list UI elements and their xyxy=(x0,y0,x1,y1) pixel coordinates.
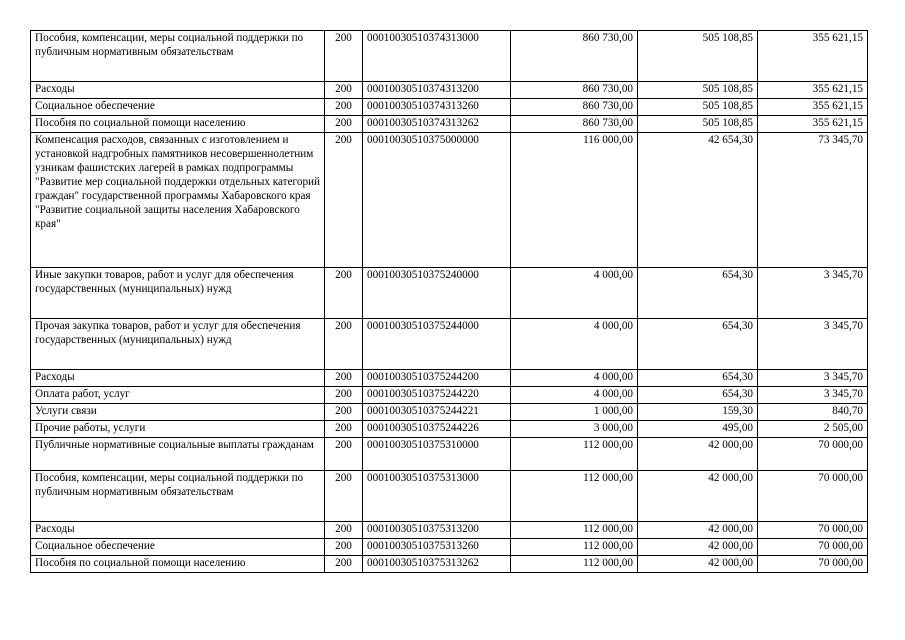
table-row xyxy=(31,82,868,99)
row-executed: 505 108,85 xyxy=(638,116,758,133)
row-remaining: 70 000,00 xyxy=(758,556,868,573)
table-row xyxy=(31,522,868,539)
row-remaining: 355 621,15 xyxy=(758,116,868,133)
budget-execution-table xyxy=(30,30,868,573)
row-name: Расходы xyxy=(31,82,325,99)
row-executed: 654,30 xyxy=(638,268,758,319)
row-approved: 112 000,00 xyxy=(511,556,638,573)
row-remaining: 355 621,15 xyxy=(758,31,868,82)
row-executed: 505 108,85 xyxy=(638,31,758,82)
row-kbk: 00010030510375313262 xyxy=(363,556,511,573)
row-remaining: 3 345,70 xyxy=(758,387,868,404)
row-remaining: 3 345,70 xyxy=(758,370,868,387)
row-name: Пособия, компенсации, меры социальной поддержки по публичным нормативным обязательствам xyxy=(31,31,325,82)
row-remaining: 70 000,00 xyxy=(758,522,868,539)
row-code: 200 xyxy=(325,82,363,99)
row-executed: 654,30 xyxy=(638,370,758,387)
row-code: 200 xyxy=(325,268,363,319)
row-approved: 4 000,00 xyxy=(511,387,638,404)
row-name: Услуги связи xyxy=(31,404,325,421)
row-code: 200 xyxy=(325,133,363,268)
row-remaining: 70 000,00 xyxy=(758,539,868,556)
row-name: Прочие работы, услуги xyxy=(31,421,325,438)
row-remaining: 355 621,15 xyxy=(758,99,868,116)
row-code: 200 xyxy=(325,31,363,82)
row-kbk: 00010030510375313000 xyxy=(363,471,511,522)
row-kbk: 00010030510375313260 xyxy=(363,539,511,556)
table-row xyxy=(31,116,868,133)
row-kbk: 00010030510374313000 xyxy=(363,31,511,82)
table-row xyxy=(31,370,868,387)
row-executed: 42 000,00 xyxy=(638,438,758,471)
row-code: 200 xyxy=(325,99,363,116)
table-row xyxy=(31,133,868,268)
row-name: Расходы xyxy=(31,370,325,387)
table-row xyxy=(31,99,868,116)
row-remaining: 2 505,00 xyxy=(758,421,868,438)
row-executed: 505 108,85 xyxy=(638,82,758,99)
row-executed: 42 654,30 xyxy=(638,133,758,268)
row-approved: 112 000,00 xyxy=(511,539,638,556)
row-approved: 112 000,00 xyxy=(511,471,638,522)
row-kbk: 00010030510375244226 xyxy=(363,421,511,438)
row-executed: 42 000,00 xyxy=(638,556,758,573)
row-code: 200 xyxy=(325,438,363,471)
row-name: Социальное обеспечение xyxy=(31,99,325,116)
row-code: 200 xyxy=(325,421,363,438)
table-row xyxy=(31,31,868,82)
row-kbk: 00010030510375244220 xyxy=(363,387,511,404)
row-kbk: 00010030510375000000 xyxy=(363,133,511,268)
row-code: 200 xyxy=(325,471,363,522)
row-name: Пособия, компенсации, меры социальной поддержки по публичным нормативным обязательствам xyxy=(31,471,325,522)
row-kbk: 00010030510374313262 xyxy=(363,116,511,133)
table-row xyxy=(31,319,868,370)
row-kbk: 00010030510375310000 xyxy=(363,438,511,471)
row-code: 200 xyxy=(325,116,363,133)
row-approved: 860 730,00 xyxy=(511,116,638,133)
row-kbk: 00010030510375313200 xyxy=(363,522,511,539)
row-executed: 495,00 xyxy=(638,421,758,438)
row-name: Компенсация расходов, связанных с изготовлением и установкой надгробных памятников несовершеннолетним узникам фашистских лагерей в рамках подпрограммы "Развитие мер социальной поддержки отдельных категорий граждан" государственной программы Хабаровского края "Развитие социальной защиты населения Хабаровского края" xyxy=(31,133,325,268)
row-executed: 159,30 xyxy=(638,404,758,421)
table-row xyxy=(31,268,868,319)
row-code: 200 xyxy=(325,319,363,370)
table-row xyxy=(31,556,868,573)
row-kbk: 00010030510375244200 xyxy=(363,370,511,387)
row-approved: 116 000,00 xyxy=(511,133,638,268)
row-name: Социальное обеспечение xyxy=(31,539,325,556)
row-name: Пособия по социальной помощи населению xyxy=(31,116,325,133)
row-remaining: 70 000,00 xyxy=(758,438,868,471)
row-executed: 42 000,00 xyxy=(638,539,758,556)
row-name: Оплата работ, услуг xyxy=(31,387,325,404)
row-name: Пособия по социальной помощи населению xyxy=(31,556,325,573)
row-approved: 1 000,00 xyxy=(511,404,638,421)
row-code: 200 xyxy=(325,387,363,404)
row-remaining: 3 345,70 xyxy=(758,319,868,370)
table-row xyxy=(31,438,868,471)
row-approved: 4 000,00 xyxy=(511,268,638,319)
row-approved: 112 000,00 xyxy=(511,438,638,471)
row-code: 200 xyxy=(325,404,363,421)
row-approved: 4 000,00 xyxy=(511,370,638,387)
row-kbk: 00010030510375240000 xyxy=(363,268,511,319)
table-row xyxy=(31,421,868,438)
row-remaining: 3 345,70 xyxy=(758,268,868,319)
row-remaining: 73 345,70 xyxy=(758,133,868,268)
row-approved: 860 730,00 xyxy=(511,99,638,116)
row-approved: 3 000,00 xyxy=(511,421,638,438)
row-remaining: 840,70 xyxy=(758,404,868,421)
row-code: 200 xyxy=(325,522,363,539)
budget-report-page xyxy=(30,30,868,573)
row-executed: 42 000,00 xyxy=(638,471,758,522)
row-kbk: 00010030510375244221 xyxy=(363,404,511,421)
row-kbk: 00010030510375244000 xyxy=(363,319,511,370)
table-row xyxy=(31,387,868,404)
row-kbk: 00010030510374313260 xyxy=(363,99,511,116)
row-executed: 654,30 xyxy=(638,319,758,370)
row-code: 200 xyxy=(325,370,363,387)
table-row xyxy=(31,404,868,421)
row-executed: 654,30 xyxy=(638,387,758,404)
row-approved: 860 730,00 xyxy=(511,82,638,99)
row-name: Иные закупки товаров, работ и услуг для обеспечения государственных (муниципальных) нужд xyxy=(31,268,325,319)
row-name: Публичные нормативные социальные выплаты гражданам xyxy=(31,438,325,471)
row-code: 200 xyxy=(325,556,363,573)
row-code: 200 xyxy=(325,539,363,556)
row-executed: 42 000,00 xyxy=(638,522,758,539)
row-remaining: 355 621,15 xyxy=(758,82,868,99)
row-executed: 505 108,85 xyxy=(638,99,758,116)
row-approved: 4 000,00 xyxy=(511,319,638,370)
row-name: Расходы xyxy=(31,522,325,539)
row-remaining: 70 000,00 xyxy=(758,471,868,522)
row-approved: 112 000,00 xyxy=(511,522,638,539)
row-name: Прочая закупка товаров, работ и услуг для обеспечения государственных (муниципальных) нужд xyxy=(31,319,325,370)
table-row xyxy=(31,471,868,522)
table-row xyxy=(31,539,868,556)
row-kbk: 00010030510374313200 xyxy=(363,82,511,99)
row-approved: 860 730,00 xyxy=(511,31,638,82)
